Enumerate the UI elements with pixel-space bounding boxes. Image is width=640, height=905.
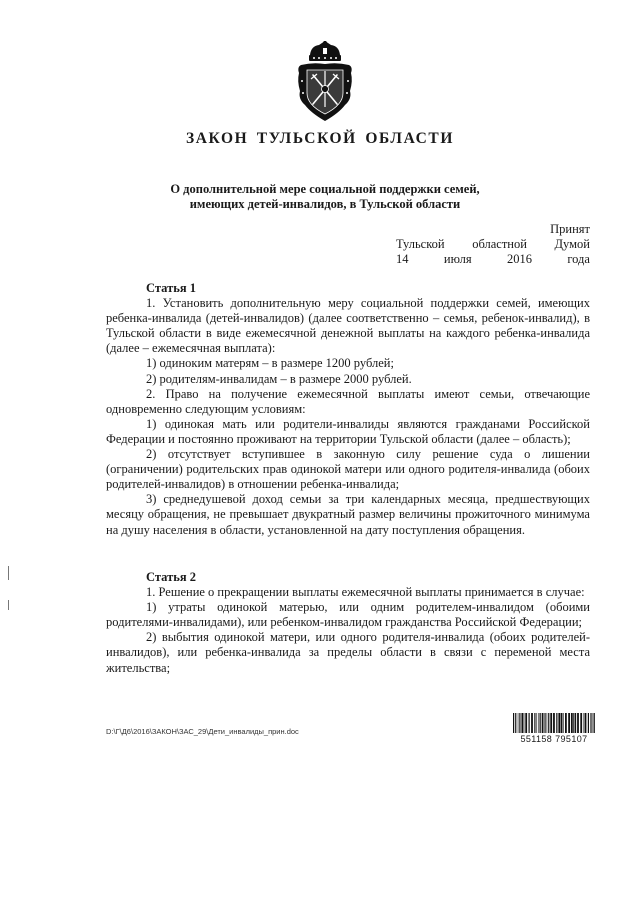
barcode-icon [513,713,595,733]
barcode-bar [588,713,589,733]
file-path-footer: D:\Г\Д6\2016\ЗАКОН\ЗАС_29\Дети_инвалиды_прин.doc [106,727,299,736]
acceptance-date-year: 2016 [506,252,532,266]
barcode-bar [590,713,591,733]
barcode-bar [568,713,570,733]
barcode-number: 551158 795107 [520,734,588,744]
barcode-bar [531,713,533,733]
barcode-bar [594,713,595,733]
barcode-bar [548,713,549,733]
article-paragraph: 1. Решение о прекращении выплаты ежемесячной выплаты принимается в случае: [146,585,585,600]
barcode-bar [577,713,579,733]
barcode-bar [521,713,523,733]
barcode-bar [536,713,537,733]
article-1-title: Статья 1 [146,281,196,295]
article-paragraph: 1) утраты одинокой матерью, или одним родителем-инвалидом (обоими родителями-инвалидами), или ребенком-инвалидом гражданства Российской Федерации; [106,600,590,630]
barcode-bar [540,713,541,733]
accepted-by-word: областной [472,237,527,251]
article-paragraph: 2) родителям-инвалидам – в размере 2000 рублей. [146,371,412,386]
article-paragraph: 3) среднедушевой доход семьи за три календарных месяца, предшествующих месяцу обращения, не превышает двукратный размер величины прожиточного минимума на душу населения в области, установленной на дату поступления обращения. [106,492,590,537]
barcode-bar [524,713,525,733]
barcode-bar [561,713,563,733]
article-2 [106,570,590,676]
barcode-bar [558,713,560,733]
barcode-bar [547,713,548,733]
scan-artifact [8,566,9,580]
subtitle-line-1: О дополнительной мере социальной поддержки семей, [170,182,480,196]
article-paragraph: 1. Установить дополнительную меру социальной поддержки семей, имеющих ребенка-инвалида (детей-инвалидов) (далее соответственно – семья, ребенок-инвалид), в Тульской области в виде ежемесячной денежной выплаты на каждого ребенка-инвалида (далее – ежемесячная выплата): [106,296,590,356]
acceptance-date-suffix: года [567,252,590,266]
accepted-label: Принят [550,222,590,236]
barcode-bar [538,713,539,733]
scan-artifact [8,600,9,610]
barcode-bar [513,713,514,733]
acceptance-block [396,222,590,267]
article-paragraph: 1) одинокая мать или родители-инвалиды являются гражданами Российской Федерации и постоянно проживают на территории Тульской области (далее – область); [106,416,590,446]
law-subtitle [130,182,520,212]
barcode-bar [550,713,552,733]
barcode-bar [575,713,576,733]
tula-coat-of-arms-icon [297,41,353,125]
barcode-bar [515,713,516,733]
acceptance-date-day: 14 [396,252,409,266]
barcode-bar [580,713,582,733]
barcode-bar [529,713,530,733]
article-2-title: Статья 2 [146,570,196,584]
article-1 [106,281,590,538]
barcode-bar [584,713,585,733]
article-paragraph: 1) одиноким матерям – в размере 1200 рублей; [146,356,394,371]
barcode-bar [534,713,535,733]
barcode-bar [553,713,555,733]
barcode-bar [525,713,527,733]
accepted-by-word: Тульской [396,237,445,251]
law-title: ЗАКОН ТУЛЬСКОЙ ОБЛАСТИ [185,130,454,147]
subtitle-line-2: имеющих детей-инвалидов, в Тульской области [189,197,461,211]
article-paragraph: 2. Право на получение ежемесячной выплаты имеют семьи, отвечающие одновременно следующим условиям: [106,386,590,416]
barcode-bar [519,713,520,733]
barcode-bar [565,713,567,733]
barcode-bar [571,713,573,733]
barcode-bar [585,713,587,733]
barcode-bar [542,713,544,733]
acceptance-date-month: июля [443,252,472,266]
accepted-by-word: Думой [554,237,590,251]
article-paragraph: 2) выбытия одинокой матери, или одного родителя-инвалида (обоих родителей-инвалидов), или ребенка-инвалида за пределы области в связи с переменой места жительства; [106,630,590,675]
barcode-bar [544,713,545,733]
barcode-bar [518,713,519,733]
article-paragraph: 2) отсутствует вступившее в законную силу решение суда о лишении (ограничении) родительских прав одинокой матери или одного родителя-инвалида (обоих родителей-инвалидов) в отношении ребенка-инвалида; [106,447,590,492]
barcode-bar [593,713,594,733]
barcode-bar [556,713,557,733]
barcode-bar [563,713,564,733]
barcode-bar [573,713,574,733]
